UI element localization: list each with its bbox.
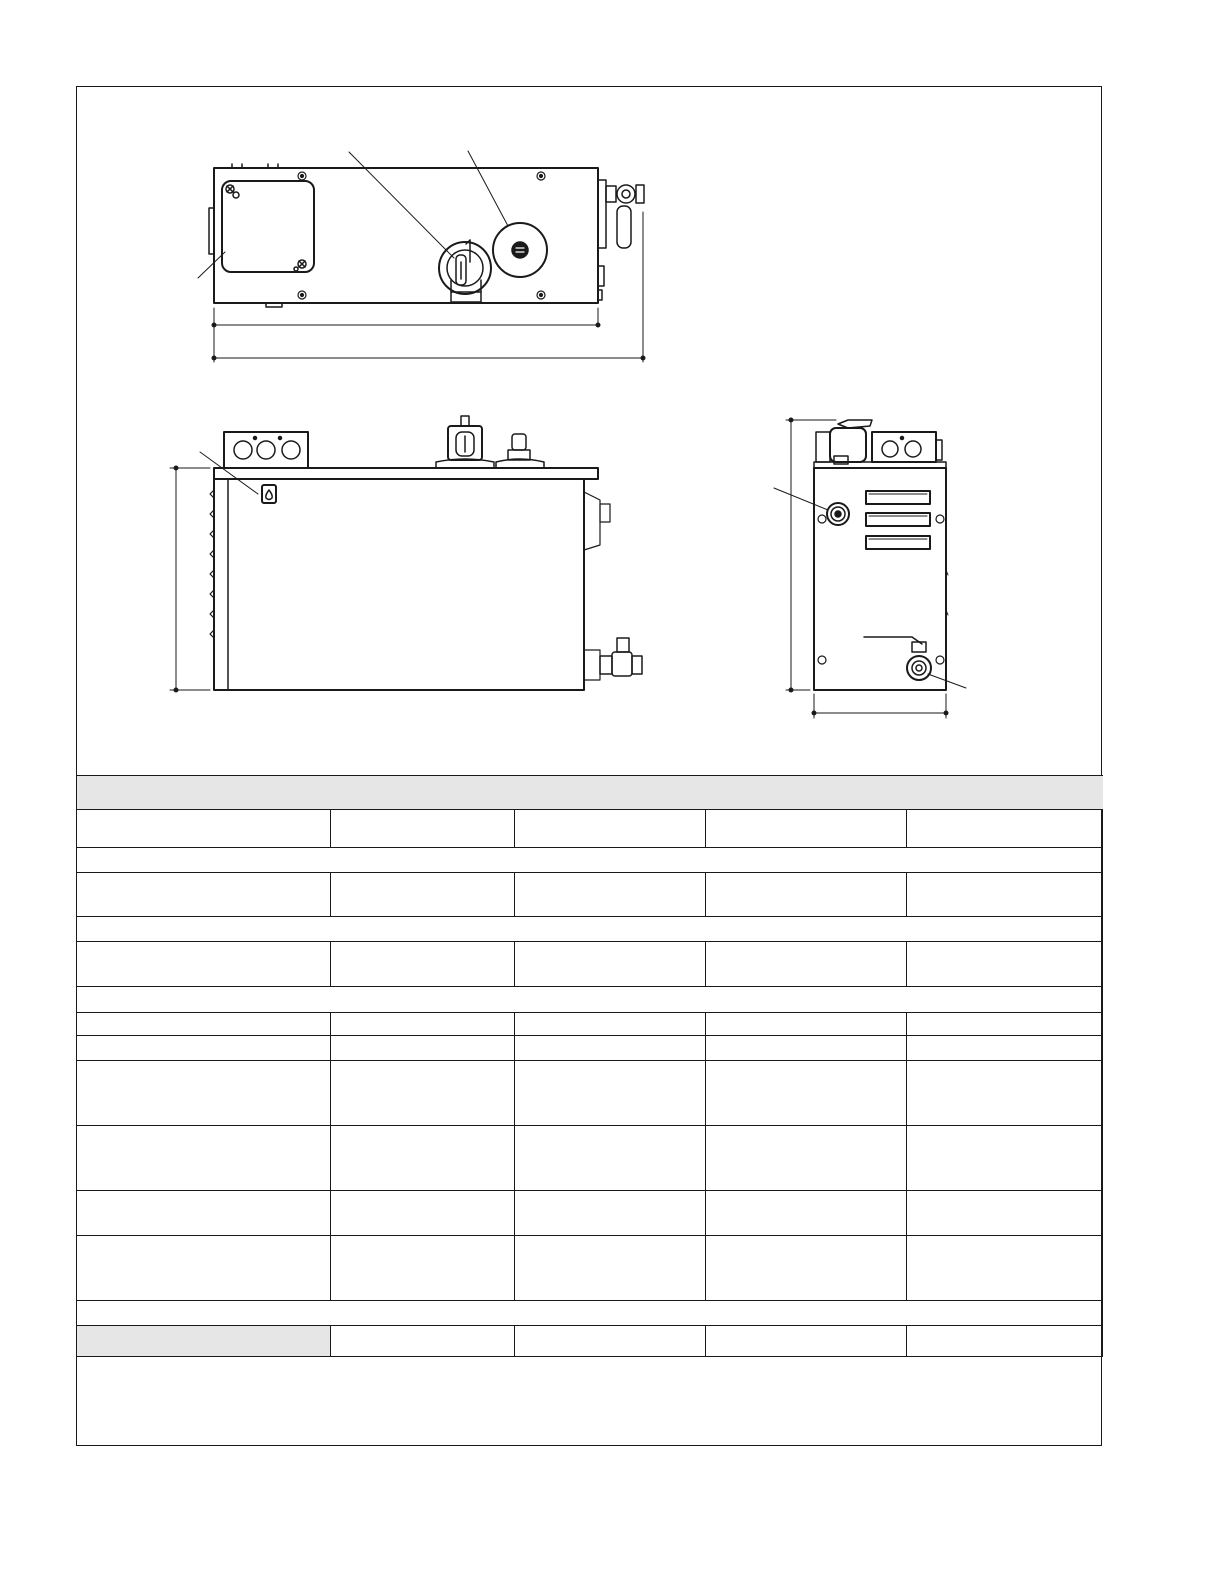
technical-drawings <box>0 0 1225 780</box>
safety-valve-icon <box>436 416 494 468</box>
table-row <box>77 1061 1103 1126</box>
top-view-drawing <box>198 151 645 362</box>
dimension-line <box>212 212 645 362</box>
top-view-body <box>214 168 598 303</box>
table-summary-row <box>77 1326 1103 1357</box>
table-row <box>77 1191 1103 1236</box>
screw-icon <box>226 185 239 198</box>
dimension-line <box>170 466 210 692</box>
front-view-drawing <box>170 416 642 692</box>
pressure-gauge-icon <box>496 434 544 468</box>
table-row <box>77 1013 1103 1036</box>
table-section-row <box>77 848 1103 873</box>
leader-line <box>468 151 508 226</box>
table-header-row <box>77 810 1103 848</box>
fitting-icon <box>598 180 644 300</box>
table-section-row <box>77 987 1103 1013</box>
safety-valve-icon <box>439 240 491 302</box>
junction-box-icon <box>872 432 942 462</box>
screw-icon <box>294 260 306 271</box>
side-view-drawing <box>774 418 966 718</box>
table-section-row <box>77 1301 1103 1326</box>
mounting-hole-icon <box>298 172 545 299</box>
leader-line <box>198 252 225 278</box>
table-row <box>77 1036 1103 1061</box>
table-row <box>77 873 1103 917</box>
front-view-body <box>214 479 584 690</box>
drain-valve-icon <box>864 637 931 680</box>
table-row <box>77 1236 1103 1301</box>
louver-icon <box>866 491 930 549</box>
junction-box-icon <box>224 432 308 468</box>
leader-line <box>774 488 828 510</box>
table-title-row <box>77 776 1103 810</box>
leader-line <box>200 452 258 494</box>
side-view-body <box>814 468 946 690</box>
pressure-gauge-icon <box>493 223 547 277</box>
table-row <box>77 942 1103 987</box>
spec-table <box>76 775 1103 1357</box>
junction-box-icon <box>222 181 314 272</box>
table-section-row <box>77 917 1103 942</box>
ball-valve-icon <box>816 420 872 464</box>
pressure-gauge-icon <box>827 503 849 525</box>
table-row <box>77 1126 1103 1191</box>
water-level-sight-icon <box>262 485 276 503</box>
drain-fitting-icon <box>600 638 642 676</box>
